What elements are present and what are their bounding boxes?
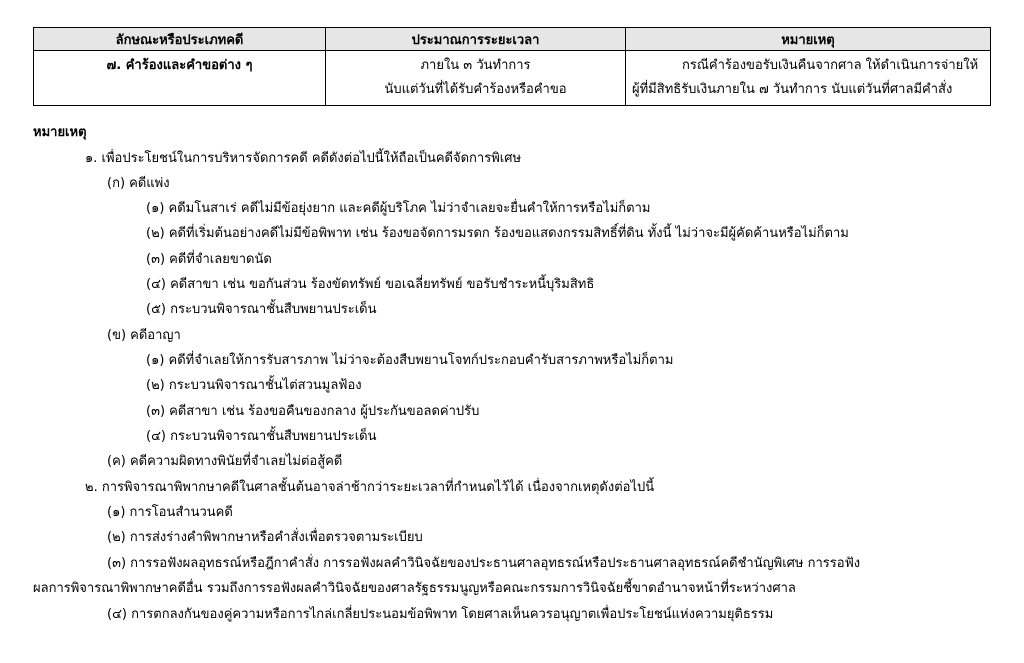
- note-item-2: ๒. การพิจารณาพิพากษาคดีในศาลชั้นต้นอาจล่าช้ากว่าระยะเวลาที่กำหนดไว้ได้ เนื่องจากเหตุดังต่อไปนี้: [85, 480, 655, 495]
- note-civil-4: (๔) คดีสาขา เช่น ขอกันส่วน ร้องขัดทรัพย์ ขอเฉลี่ยทรัพย์ ขอรับชำระหนี้บุริมสิทธิ: [146, 277, 595, 292]
- column-header-case-type: ลักษณะหรือประเภทคดี: [34, 28, 326, 51]
- note-civil-5: (๕) กระบวนพิจารณาชั้นสืบพยานประเด็น: [146, 302, 377, 317]
- table-row: [34, 51, 991, 106]
- note-civil-3: (๓) คดีที่จำเลยขาดนัด: [146, 252, 272, 267]
- remark-line-1: กรณีคำร้องขอรับเงินคืนจากศาล ให้ดำเนินการจ่ายให้: [682, 58, 979, 73]
- note-civil-2: (๒) คดีที่เริ่มต้นอย่างคดีไม่มีข้อพิพาท เช่น ร้องขอจัดการมรดก ร้องขอแสดงกรรมสิทธิ์ที่ดิน ทั้งนี้ ไม่ว่าจะมีผู้คัดค้านหรือไม่ก็ตาม: [146, 226, 849, 241]
- note-item-1: ๑. เพื่อประโยชน์ในการบริหารจัดการคดี คดีดังต่อไปนี้ให้ถือเป็นคดีจัดการพิเศษ: [85, 151, 522, 166]
- duration-line-2: นับแต่วันที่ได้รับคำร้องหรือคำขอ: [384, 82, 567, 97]
- remark-line-2: ผู้ที่มีสิทธิรับเงินภายใน ๗ วันทำการ นับแต่วันที่ศาลมีคำสั่ง: [632, 82, 953, 97]
- note-criminal-heading: (ข) คดีอาญา: [107, 328, 181, 343]
- cell-case-type: ๗. คำร้องและคำขอต่าง ๆ: [34, 51, 326, 106]
- note-fine-heading: (ค) คดีความผิดทางพินัยที่จำเลยไม่ต่อสู้คดี: [107, 454, 343, 469]
- note-criminal-1: (๑) คดีที่จำเลยให้การรับสารภาพ ไม่ว่าจะต้องสืบพยานโจทก์ประกอบคำรับสารภาพหรือไม่ก็ตาม: [146, 353, 674, 368]
- note-delay-3-cont: ผลการพิจารณาพิพากษาคดีอื่น รวมถึงการรอฟังผลคำวินิจฉัยของศาลรัฐธรรมนูญหรือคณะกรรมการวินิจฉัยชี้ขาดอำนาจหน้าที่ระหว่างศาล: [33, 581, 796, 596]
- duration-line-1: ภายใน ๓ วันทำการ: [420, 58, 531, 73]
- column-header-duration: ประมาณการระยะเวลา: [326, 28, 626, 51]
- note-criminal-2: (๒) กระบวนพิจารณาชั้นไต่สวนมูลฟ้อง: [146, 378, 362, 393]
- note-delay-3: (๓) การรอฟังผลอุทธรณ์หรือฎีกาคำสั่ง การรอฟังผลคำวินิจฉัยของประธานศาลอุทธรณ์หรือประธานศาลอุทธรณ์คดีชำนัญพิเศษ การรอฟัง: [107, 556, 861, 571]
- note-delay-2: (๒) การส่งร่างคำพิพากษาหรือคำสั่งเพื่อตรวจตามระเบียบ: [107, 530, 423, 545]
- table-header-row: [34, 28, 991, 51]
- note-criminal-4: (๔) กระบวนพิจารณาชั้นสืบพยานประเด็น: [146, 429, 377, 444]
- note-civil-1: (๑) คดีมโนสาเร่ คดีไม่มีข้อยุ่งยาก และคดีผู้บริโภค ไม่ว่าจำเลยจะยื่นคำให้การหรือไม่ก็ตาม: [146, 201, 651, 216]
- cell-duration: [326, 51, 626, 106]
- note-civil-heading: (ก) คดีแพ่ง: [107, 176, 170, 191]
- notes-heading: หมายเหตุ: [33, 125, 87, 140]
- column-header-remark: หมายเหตุ: [626, 28, 991, 51]
- note-delay-4: (๔) การตกลงกันของคู่ความหรือการไกล่เกลี่ยประนอมข้อพิพาท โดยศาลเห็นควรอนุญาตเพื่อประโยชน์แห่งความยุติธรรม: [107, 607, 774, 622]
- note-criminal-3: (๓) คดีสาขา เช่น ร้องขอคืนของกลาง ผู้ประกันขอลดค่าปรับ: [146, 404, 480, 419]
- case-duration-table: [33, 27, 991, 106]
- cell-remark: [626, 51, 991, 106]
- note-delay-1: (๑) การโอนสำนวนคดี: [107, 505, 233, 520]
